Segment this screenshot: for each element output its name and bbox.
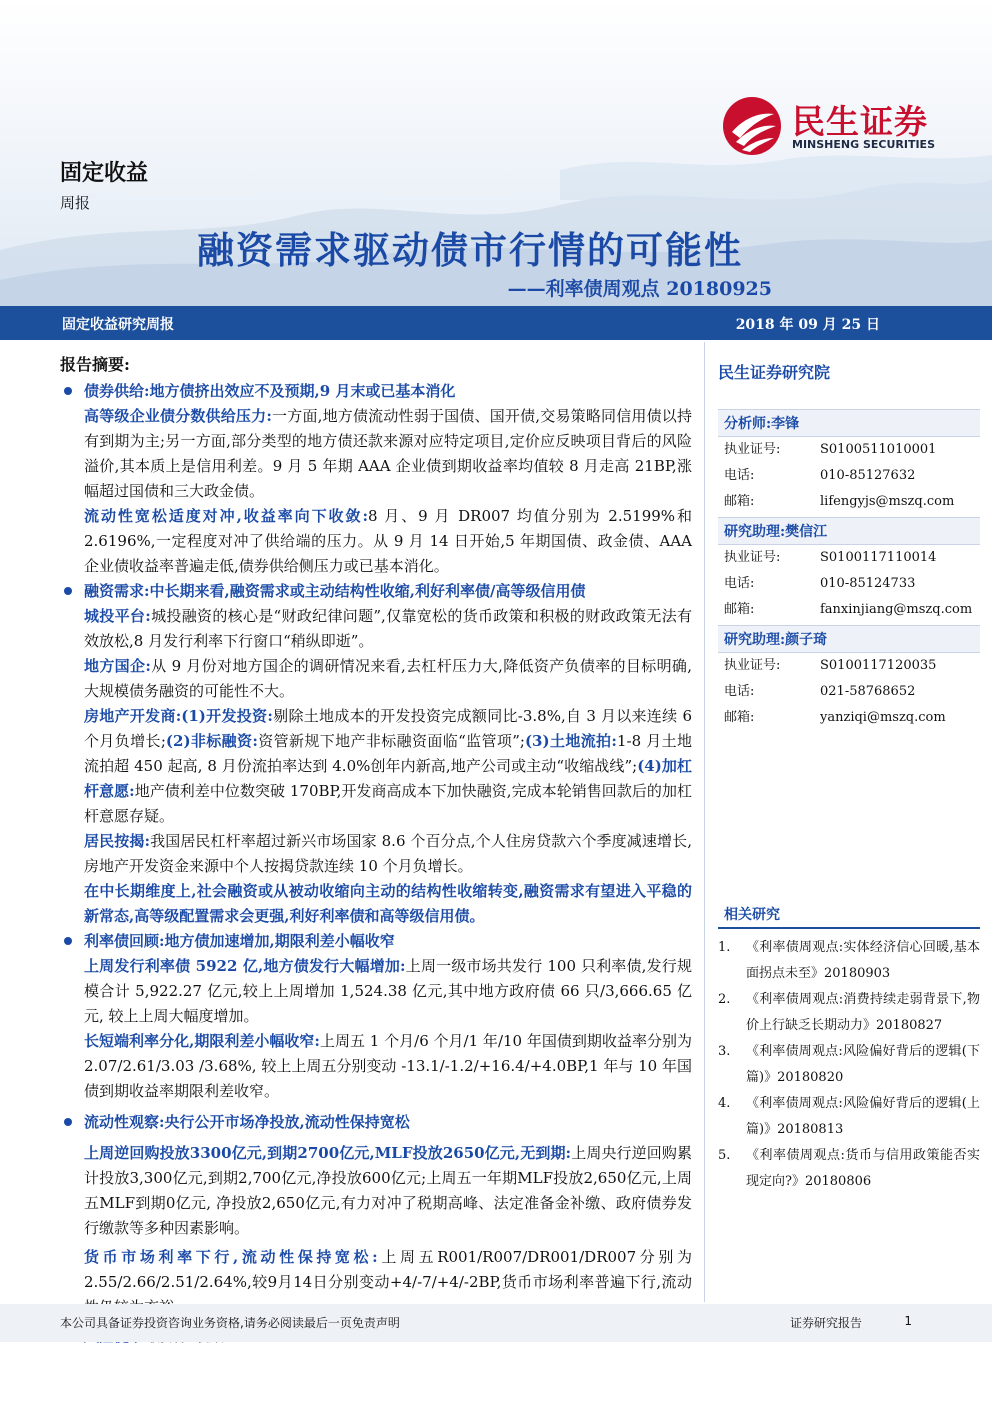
bullet-liquidity: 流动性观察:央行公开市场净投放,流动性保持宽松 bbox=[60, 1110, 692, 1135]
analyst-cert-row bbox=[718, 545, 980, 571]
paragraph bbox=[60, 504, 692, 579]
analyst-block bbox=[718, 409, 980, 515]
paragraph-text: 城投融资的核心是“财政纪律问题”,仅靠宽松的货币政策和积极的财政政策无法有效放松,8 月发行利率下行窗口“稍纵即逝”。 bbox=[84, 607, 692, 650]
highlight: 城投平台: bbox=[84, 607, 151, 625]
analyst-mail-row bbox=[718, 597, 980, 623]
page-number: 1 bbox=[904, 1314, 912, 1328]
footer-disclaimer: 本公司具备证券投资咨询业务资格,请务必阅读最后一页免责声明 bbox=[60, 1316, 400, 1330]
report-category: 固定收益 bbox=[60, 161, 149, 186]
related-number: 1. bbox=[718, 940, 731, 955]
highlight: (3)土地流拍: bbox=[524, 732, 617, 750]
sidebar bbox=[718, 352, 980, 1195]
cert-label: 执业证号: bbox=[724, 658, 781, 673]
tel-value: 010-85127632 bbox=[820, 468, 916, 483]
analyst-tel-row bbox=[718, 679, 980, 705]
highlight: 上周发行利率债 5922 亿,地方债发行大幅增加: bbox=[84, 957, 406, 975]
highlight: 上周逆回购投放3300亿元,到期2700亿元,MLF投放2650亿元,无到期: bbox=[84, 1144, 572, 1162]
analyst-mail-row bbox=[718, 489, 980, 515]
report-title: 融资需求驱动债市行情的可能性 bbox=[197, 229, 743, 272]
footer-report-label: 证券研究报告 bbox=[789, 1316, 862, 1330]
mail-label: 邮箱: bbox=[724, 602, 755, 617]
bullet-rate-bond-review: 利率债回顾:地方债加速增加,期限利差小幅收窄 bbox=[60, 929, 692, 954]
analyst-cert-row bbox=[718, 653, 980, 679]
column-divider bbox=[704, 342, 705, 1302]
related-title: 《利率债周观点:风险偏好背后的逻辑(下篇)》20180820 bbox=[746, 1044, 980, 1085]
paragraph-text: 我国居民杠杆率超过新兴市场国家 8.6 个百分点,个人住房贷款六个季度减速增长,房地产开发资金来源中个人按揭贷款连续 10 个月负增长。 bbox=[84, 832, 692, 875]
paragraph-text: 上周央行逆回购累计投放3,300亿元,到期2,700亿元,净投放600亿元;上周五一年期MLF投放2,650亿元,上周五MLF到期0亿元, 净投放2,650亿元,有力对冲了税期高峰、法定准备金补缴、政府债券发行缴款等多种因素影响。 bbox=[84, 1144, 692, 1237]
report-date: 2018 年 09 月 25 日 bbox=[735, 317, 880, 333]
paragraph-text: 上周五R001/R007/DR001/DR007分别为2.55/2.66/2.51/2.64%,较9月14日分别变动+4/-7/+4/-2BP,货币市场利率普遍下行,流动 bbox=[84, 1248, 692, 1291]
tel-value: 021-58768652 bbox=[820, 684, 916, 699]
paragraph-text: 上周五 1 个月/6 个月/1 年/10 年国债到期收益率分别为 2.07/2.61/3.03 /3.68%, 较上上周五分别变动 -13.1/-1.2/+16.4/+4.0BP,1 年与 10 年国债到期收益率期限利差收窄。 bbox=[84, 1032, 692, 1100]
paragraph bbox=[60, 704, 692, 829]
related-item[interactable] bbox=[718, 987, 980, 1039]
analyst-cert-row bbox=[718, 437, 980, 463]
paragraph-text: 从 9 月份对地方国企的调研情况来看,去杠杆压力大,降低资产负债率的目标明确,大规模债务融资的可能性不大。 bbox=[84, 657, 693, 700]
report-series-label: 固定收益研究周报 bbox=[62, 317, 174, 333]
mail-link[interactable]: fanxinjiang@mszq.com bbox=[820, 602, 973, 617]
conclusion-paragraph: 在中长期维度上,社会融资或从被动收缩向主动的结构性收缩转变,融资需求有望进入平稳的新常态,高等级配置需求会更强,利好利率债和高等级信用债。 bbox=[84, 882, 692, 925]
related-item[interactable] bbox=[718, 1143, 980, 1195]
paragraph bbox=[60, 954, 692, 1029]
summary-section bbox=[60, 352, 692, 1349]
highlight: 流动性宽松适度对冲,收益率向下收敛: bbox=[84, 507, 368, 525]
brand-name-en: MINSHENG SECURITIES bbox=[792, 138, 935, 151]
analyst-title: 研究助理:颜子琦 bbox=[718, 625, 980, 653]
analyst-block bbox=[718, 517, 980, 623]
related-title: 《利率债周观点:消费持续走弱背景下,物价上行缺乏长期动力》20180827 bbox=[746, 992, 980, 1033]
paragraph bbox=[60, 1029, 692, 1104]
analyst-title: 研究助理:樊信江 bbox=[718, 517, 980, 545]
analyst-tel-row bbox=[718, 463, 980, 489]
mail-link[interactable]: lifengyjs@mszq.com bbox=[820, 494, 955, 509]
related-number: 4. bbox=[718, 1096, 731, 1111]
tel-label: 电话: bbox=[724, 576, 755, 591]
paragraph-text: 地产债利差中位数突破 170BP,开发商高成本下加快融资,完成本轮销售回款后的加杠杆意愿存疑。 bbox=[84, 782, 692, 825]
paragraph-text: 8 月、9 月 DR007 均值分别为 2.5199%和 2.6196%,一定程度对冲了供给端的压力。从 9 月 14 日开始,5 年期国债、政金债、AAA 企业债收益率普遍走低,债券供给侧压力或已基本消化。 bbox=[84, 507, 692, 575]
paragraph-text: 一方面,地方债流动性弱于国债、国开债,交易策略同信用债以持有到期为主;另一方面,部分类型的地方债还款来源对应特定项目,定价应反映项目背后的风险溢价,其本质上是信用利差。9 月 5 年期 AAA 企业债到期收益率均值较 8 月走高 21BP,涨幅超过国债和三大政金债。 bbox=[84, 407, 692, 500]
highlight: (2)非标融资: bbox=[165, 732, 258, 750]
highlight: 高等级企业债分数供给压力: bbox=[84, 407, 272, 425]
institute-name: 民生证券研究院 bbox=[718, 363, 831, 382]
minsheng-logo-icon bbox=[722, 96, 782, 156]
related-number: 5. bbox=[718, 1148, 731, 1163]
tel-label: 电话: bbox=[724, 468, 755, 483]
related-item[interactable] bbox=[718, 1091, 980, 1143]
paragraph bbox=[60, 1141, 692, 1241]
highlight: 居民按揭: bbox=[84, 832, 150, 850]
related-title: 《利率债周观点:实体经济信心回暖,基本面拐点未至》20180903 bbox=[746, 940, 980, 981]
paragraph bbox=[60, 604, 692, 654]
bullet-financing-demand: 融资需求:中长期来看,融资需求或主动结构性收缩,利好利率债/高等级信用债 bbox=[60, 579, 692, 604]
paragraph-text: 资管新规下地产非标融资面临“监管项”; bbox=[257, 732, 525, 750]
mail-label: 邮箱: bbox=[724, 710, 755, 725]
paragraph-text: 1-8 月土地流拍超 450 起高, 8 月份流拍率达到 4.0%创年内新高,地产公司或主动“收缩战线”; bbox=[84, 732, 692, 775]
cert-label: 执业证号: bbox=[724, 550, 781, 565]
tel-label: 电话: bbox=[724, 684, 755, 699]
cert-label: 执业证号: bbox=[724, 442, 781, 457]
analyst-block bbox=[718, 625, 980, 731]
summary-heading: 报告摘要: bbox=[60, 355, 130, 374]
mail-label: 邮箱: bbox=[724, 494, 755, 509]
related-number: 3. bbox=[718, 1044, 731, 1059]
cert-value: S0100511010001 bbox=[820, 442, 937, 457]
cert-value: S0100117110014 bbox=[820, 550, 937, 565]
analyst-tel-row bbox=[718, 571, 980, 597]
paragraph-text: 上周一级市场共发行 100 只利率债,发行规模合计 5,922.27 亿元,较上上周增加 1,524.38 亿元,其中地方政府债 66 只/3,666.65 亿元, 较上上周大幅度增加。 bbox=[84, 957, 692, 1025]
related-title: 《利率债周观点:风险偏好背后的逻辑(上篇)》20180813 bbox=[746, 1096, 980, 1137]
cert-value: S0100117120035 bbox=[820, 658, 937, 673]
tel-value: 010-85124733 bbox=[820, 576, 916, 591]
report-subtitle: ——利率债周观点 20180925 bbox=[507, 278, 772, 300]
related-item[interactable] bbox=[718, 935, 980, 987]
highlight: 房地产开发商:(1)开发投资: bbox=[84, 707, 273, 725]
analyst-mail-row bbox=[718, 705, 980, 731]
mail-link[interactable]: yanziqi@mszq.com bbox=[820, 710, 946, 725]
related-title: 《利率债周观点:货币与信用政策能否实现定向?》20180806 bbox=[746, 1148, 980, 1189]
bullet-supply: 债券供给:地方债挤出效应不及预期,9 月末或已基本消化 bbox=[60, 379, 692, 404]
paragraph bbox=[60, 829, 692, 879]
paragraph bbox=[60, 654, 692, 704]
highlight: 货币市场利率下行,流动性保持宽松: bbox=[84, 1248, 378, 1266]
related-number: 2. bbox=[718, 992, 731, 1007]
related-item[interactable] bbox=[718, 1039, 980, 1091]
highlight: (4)加杠杆意愿: bbox=[84, 757, 692, 800]
paragraph bbox=[60, 404, 692, 504]
related-research-heading: 相关研究 bbox=[718, 901, 980, 929]
brand-name-cn: 民生证券 bbox=[792, 102, 928, 141]
highlight: 长短端利率分化,期限利差小幅收窄: bbox=[84, 1032, 320, 1050]
analyst-title: 分析师:李锋 bbox=[718, 409, 980, 437]
paragraph-text: 剔除土地成本的开发投资完成额同比-3.8%,自 3 月以来连续 6 个月负增长; bbox=[84, 707, 692, 750]
report-type: 周报 bbox=[60, 194, 91, 212]
highlight: 地方国企: bbox=[84, 657, 151, 675]
